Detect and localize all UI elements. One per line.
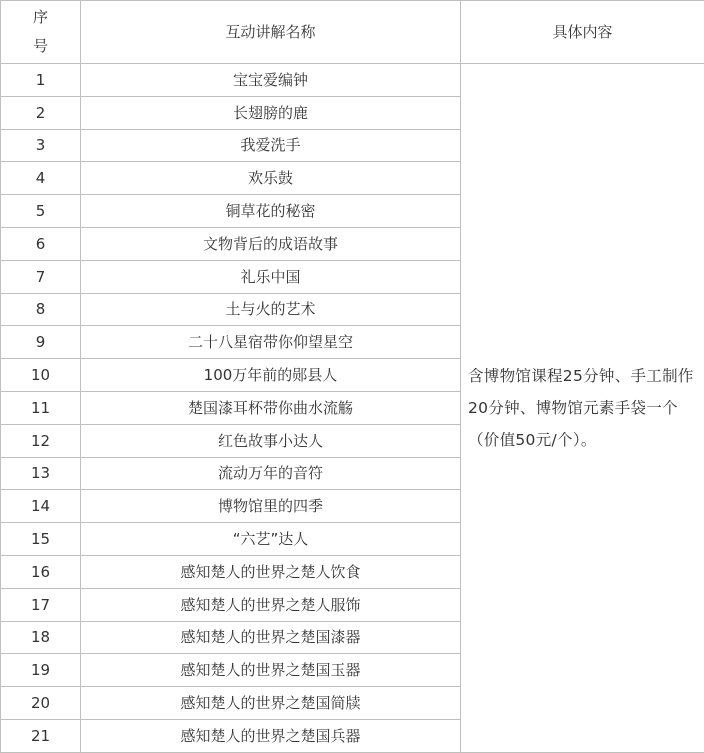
row-program-name: 100万年前的郧县人 [81, 359, 461, 392]
row-index: 6 [1, 227, 81, 260]
row-index: 7 [1, 260, 81, 293]
row-index: 21 [1, 719, 81, 752]
table-row [1, 64, 704, 97]
header-content: 具体内容 [461, 1, 704, 64]
row-index: 17 [1, 588, 81, 621]
row-index: 4 [1, 162, 81, 195]
row-program-name: 博物馆里的四季 [81, 490, 461, 523]
header-index-line2: 号 [33, 37, 48, 55]
row-program-name: 楚国漆耳杯带你曲水流觞 [81, 391, 461, 424]
row-index: 8 [1, 293, 81, 326]
row-index: 15 [1, 523, 81, 556]
row-program-name: 感知楚人的世界之楚人服饰 [81, 588, 461, 621]
row-program-name: 礼乐中国 [81, 260, 461, 293]
row-program-name: 感知楚人的世界之楚国漆器 [81, 621, 461, 654]
row-program-name: 流动万年的音符 [81, 457, 461, 490]
row-program-name: 二十八星宿带你仰望星空 [81, 326, 461, 359]
header-row [1, 1, 704, 64]
row-index: 14 [1, 490, 81, 523]
row-index: 9 [1, 326, 81, 359]
header-name: 互动讲解名称 [81, 1, 461, 64]
row-index: 2 [1, 96, 81, 129]
row-program-name: 红色故事小达人 [81, 424, 461, 457]
row-program-name: “六艺”达人 [81, 523, 461, 556]
row-index: 18 [1, 621, 81, 654]
row-program-name: 感知楚人的世界之楚国兵器 [81, 719, 461, 752]
row-index: 3 [1, 129, 81, 162]
row-index: 11 [1, 391, 81, 424]
row-index: 12 [1, 424, 81, 457]
row-program-name: 感知楚人的世界之楚国简牍 [81, 687, 461, 720]
row-program-name: 土与火的艺术 [81, 293, 461, 326]
row-program-name: 文物背后的成语故事 [81, 227, 461, 260]
header-index-line1: 序 [33, 8, 48, 26]
row-index: 5 [1, 195, 81, 228]
row-index: 1 [1, 64, 81, 97]
header-index [1, 1, 81, 64]
row-program-name: 宝宝爱编钟 [81, 64, 461, 97]
row-index: 10 [1, 359, 81, 392]
row-index: 19 [1, 654, 81, 687]
row-index: 13 [1, 457, 81, 490]
content-description: 含博物馆课程25分钟、手工制作20分钟、博物馆元素手袋一个（价值50元/个）。 [461, 64, 704, 753]
table-body [1, 64, 704, 753]
row-program-name: 铜草花的秘密 [81, 195, 461, 228]
row-index: 16 [1, 555, 81, 588]
row-program-name: 我爱洗手 [81, 129, 461, 162]
row-program-name: 欢乐鼓 [81, 162, 461, 195]
row-program-name: 感知楚人的世界之楚人饮食 [81, 555, 461, 588]
row-index: 20 [1, 687, 81, 720]
row-program-name: 长翅膀的鹿 [81, 96, 461, 129]
row-program-name: 感知楚人的世界之楚国玉器 [81, 654, 461, 687]
